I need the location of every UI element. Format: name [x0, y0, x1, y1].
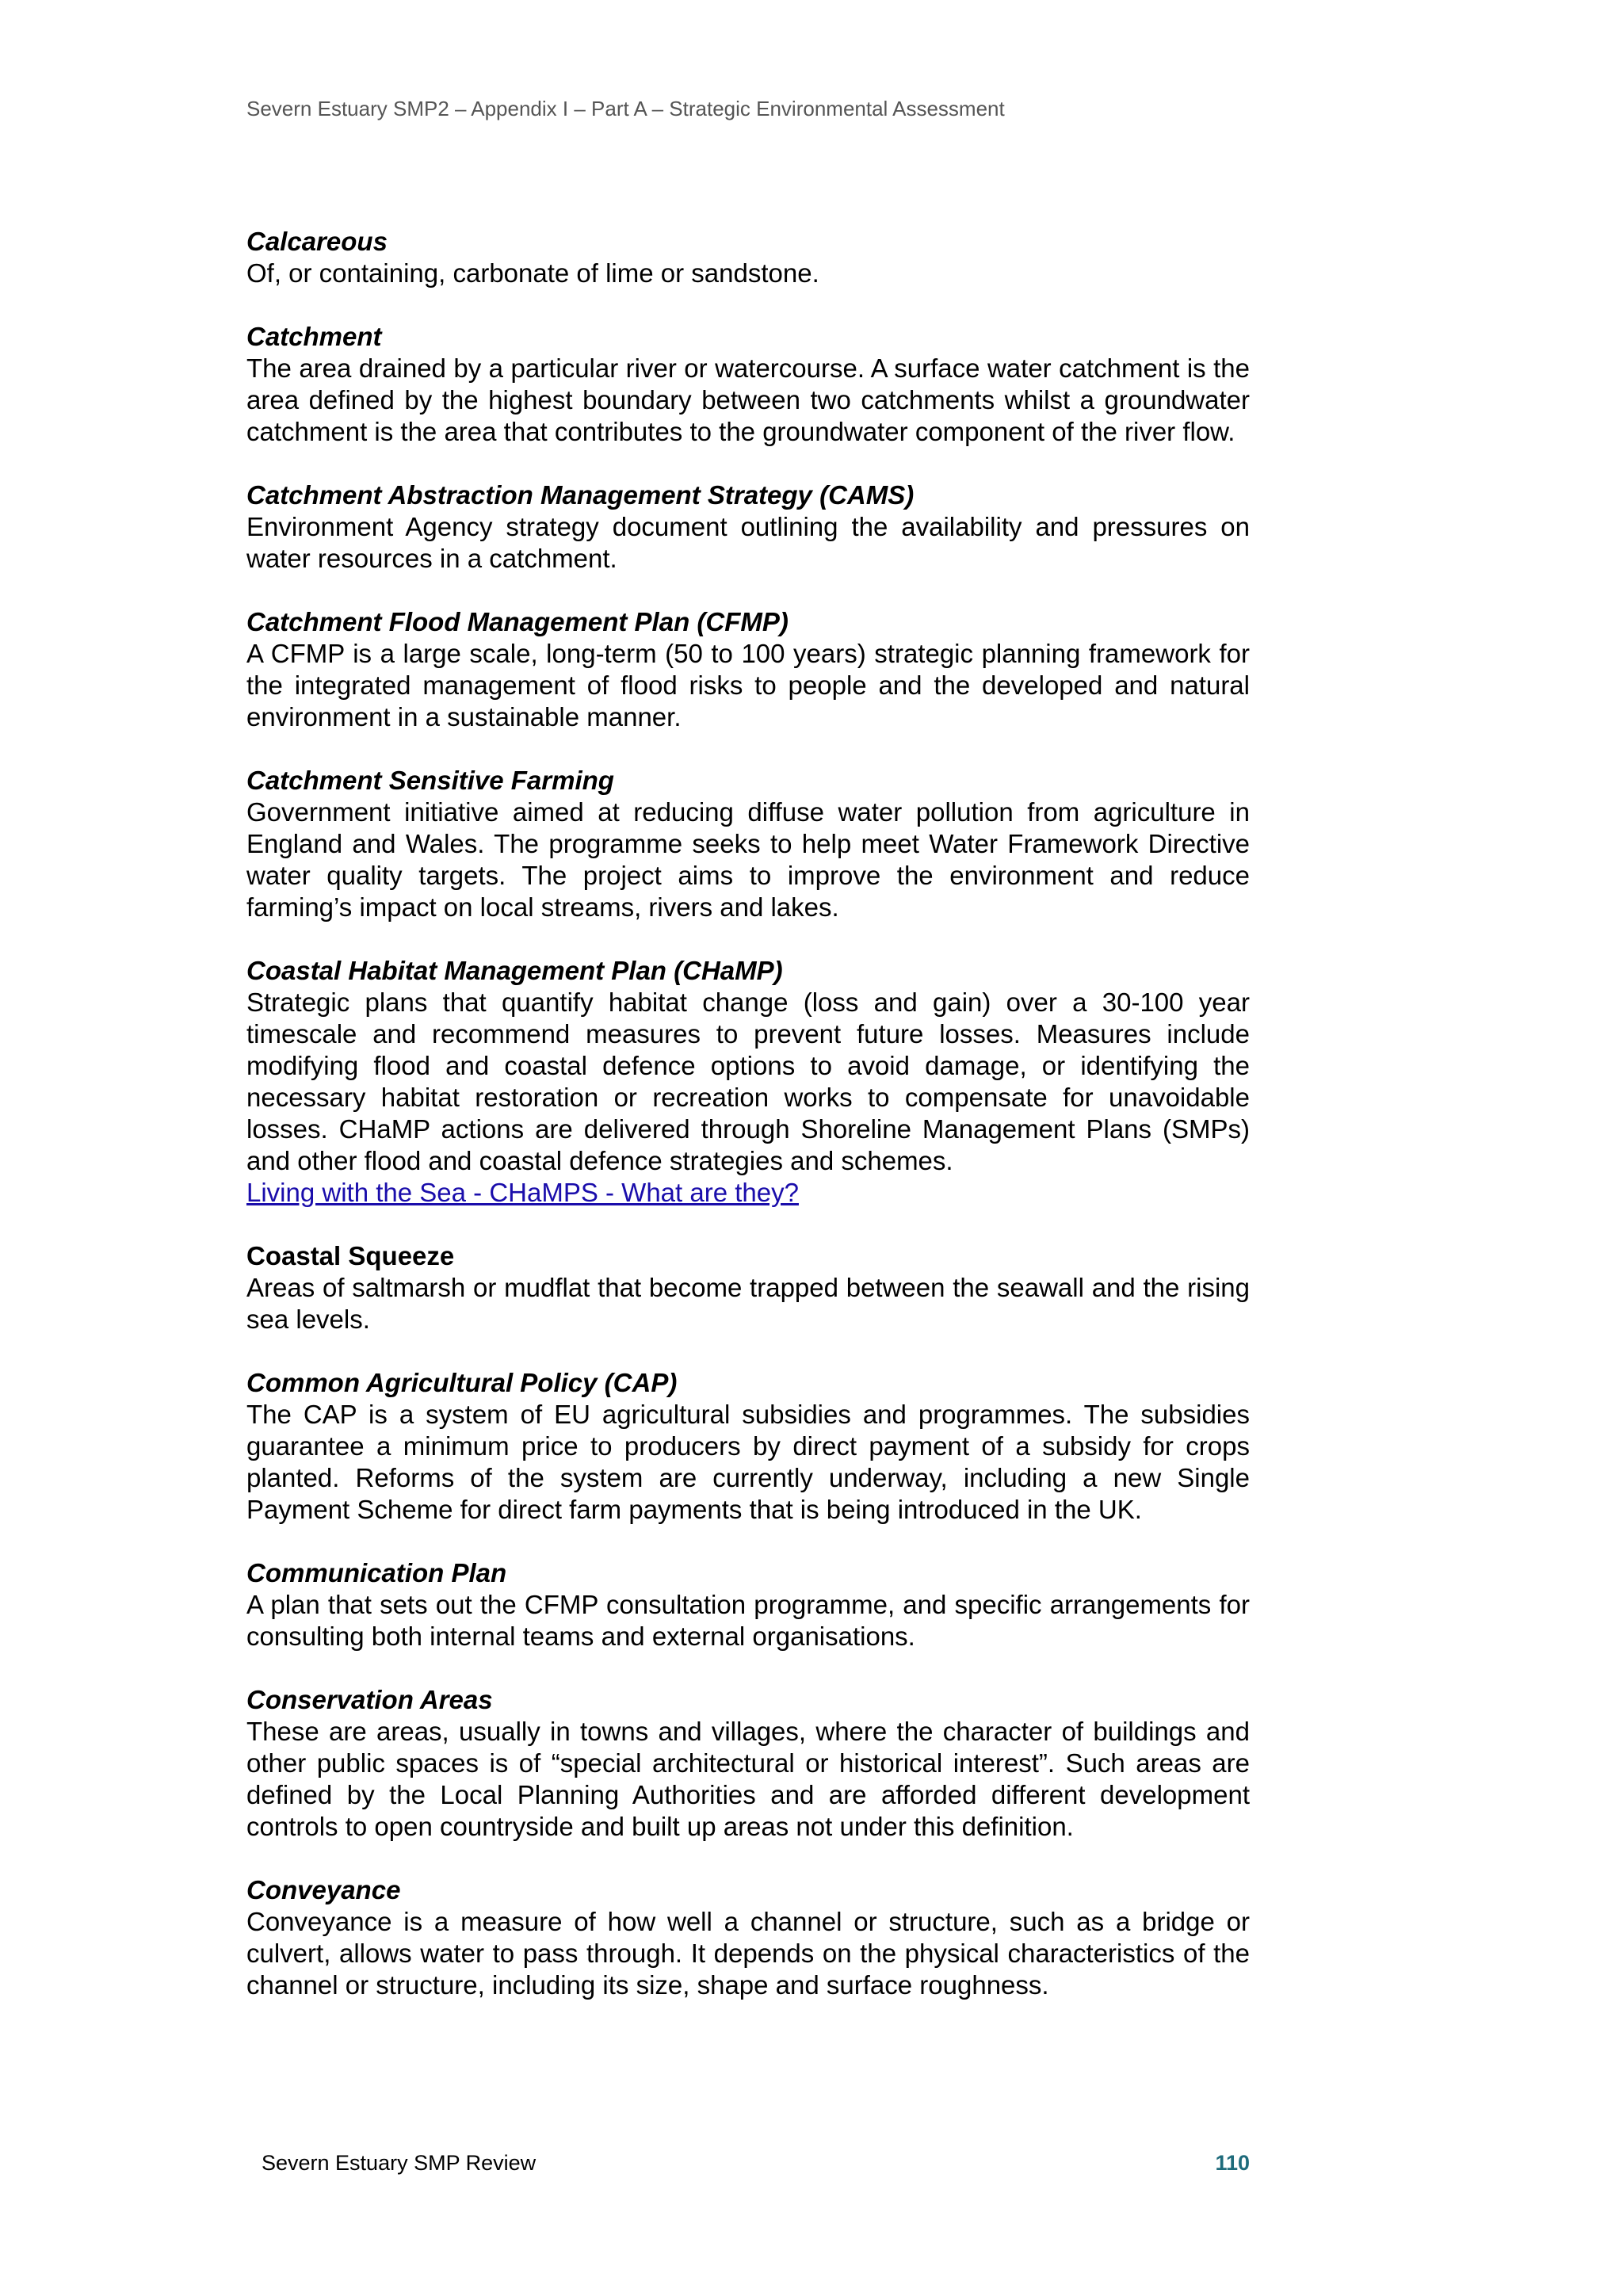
glossary-definition: Of, or containing, carbonate of lime or sandstone.: [246, 258, 819, 288]
glossary-definition: These are areas, usually in towns and villages, where the character of buildings and other public spaces is of “special architectural or historical interest”. Such areas are defined by the Local Planning Authorities and are afforded different development controls to open countryside and built up areas not under this definition.: [246, 1717, 1250, 1841]
glossary-definition: The area drained by a particular river or watercourse. A surface water catchment is the area defined by the highest boundary between two catchments whilst a groundwater catchment is the area that contributes to the groundwater component of the river flow.: [246, 353, 1250, 446]
glossary-definition: Areas of saltmarsh or mudflat that become trapped between the seawall and the rising sea levels.: [246, 1273, 1250, 1334]
glossary-term: Communication Plan: [246, 1558, 507, 1587]
glossary-definition: Government initiative aimed at reducing diffuse water pollution from agriculture in England and Wales. The programme seeks to help meet Water Framework Directive water quality targets. The project aims to improve the environment and reduce farming’s impact on local streams, rivers and lakes.: [246, 797, 1250, 922]
glossary-definition: Conveyance is a measure of how well a channel or structure, such as a bridge or culvert, allows water to pass through. It depends on the physical characteristics of the channel or structure, including its size, shape and surface roughness.: [246, 1907, 1250, 2000]
champs-link[interactable]: Living with the Sea - CHaMPS - What are they?: [246, 1178, 799, 1207]
glossary-term: Catchment Sensitive Farming: [246, 766, 614, 795]
page-number: 110: [1215, 2151, 1250, 2175]
glossary-link-row: [246, 1177, 1250, 1209]
glossary-entry-conservation-areas: [246, 1684, 1250, 1843]
glossary-term: Catchment: [246, 322, 382, 351]
glossary-term: Conveyance: [246, 1875, 401, 1904]
glossary-entry-calcareous: [246, 226, 1250, 289]
glossary-entry-conveyance: [246, 1874, 1250, 2001]
glossary-definition: Environment Agency strategy document outlining the availability and pressures on water resources in a catchment.: [246, 512, 1250, 573]
glossary-entry-champ: [246, 955, 1250, 1209]
footer-document-name: Severn Estuary SMP Review: [262, 2151, 537, 2175]
glossary-definition: The CAP is a system of EU agricultural subsidies and programmes. The subsidies guarantee a minimum price to producers by direct payment of a subsidy for crops planted. Reforms of the system are currently underway, including a new Single Payment Scheme for direct farm payments that is being introduced in the UK.: [246, 1400, 1250, 1524]
glossary-term: Common Agricultural Policy (CAP): [246, 1368, 678, 1397]
glossary-entry-cfmp: [246, 606, 1250, 733]
glossary-term: Catchment Flood Management Plan (CFMP): [246, 607, 789, 636]
glossary-entry-catchment: [246, 321, 1250, 448]
glossary-term: Catchment Abstraction Management Strategy (CAMS): [246, 480, 915, 510]
glossary-entry-cams: [246, 479, 1250, 575]
glossary-definition: A plan that sets out the CFMP consultation programme, and specific arrangements for consulting both internal teams and external organisations.: [246, 1590, 1250, 1651]
glossary-entry-catchment-sensitive-farming: [246, 765, 1250, 923]
glossary-entry-coastal-squeeze: [246, 1240, 1250, 1335]
glossary-term: Coastal Habitat Management Plan (CHaMP): [246, 956, 783, 985]
glossary-list: [246, 226, 1250, 2033]
glossary-term: Calcareous: [246, 227, 388, 256]
glossary-definition: Strategic plans that quantify habitat change (loss and gain) over a 30-100 year timescale and recommend measures to prevent future losses. Measures include modifying flood and coastal defence options to avoid damage, or identifying the necessary habitat restoration or recreation works to compensate for unavoidable losses. CHaMP actions are delivered through Shoreline Management Plans (SMPs) and other flood and coastal defence strategies and schemes.: [246, 988, 1250, 1175]
glossary-entry-communication-plan: [246, 1557, 1250, 1652]
glossary-entry-cap: [246, 1367, 1250, 1526]
glossary-term: Conservation Areas: [246, 1685, 493, 1714]
glossary-definition: A CFMP is a large scale, long-term (50 to 100 years) strategic planning framework for the integrated management of flood risks to people and the developed and natural environment in a sustainable manner.: [246, 639, 1250, 732]
running-header: Severn Estuary SMP2 – Appendix I – Part A – Strategic Environmental Assessment: [246, 97, 1005, 120]
glossary-term: Coastal Squeeze: [246, 1241, 455, 1270]
